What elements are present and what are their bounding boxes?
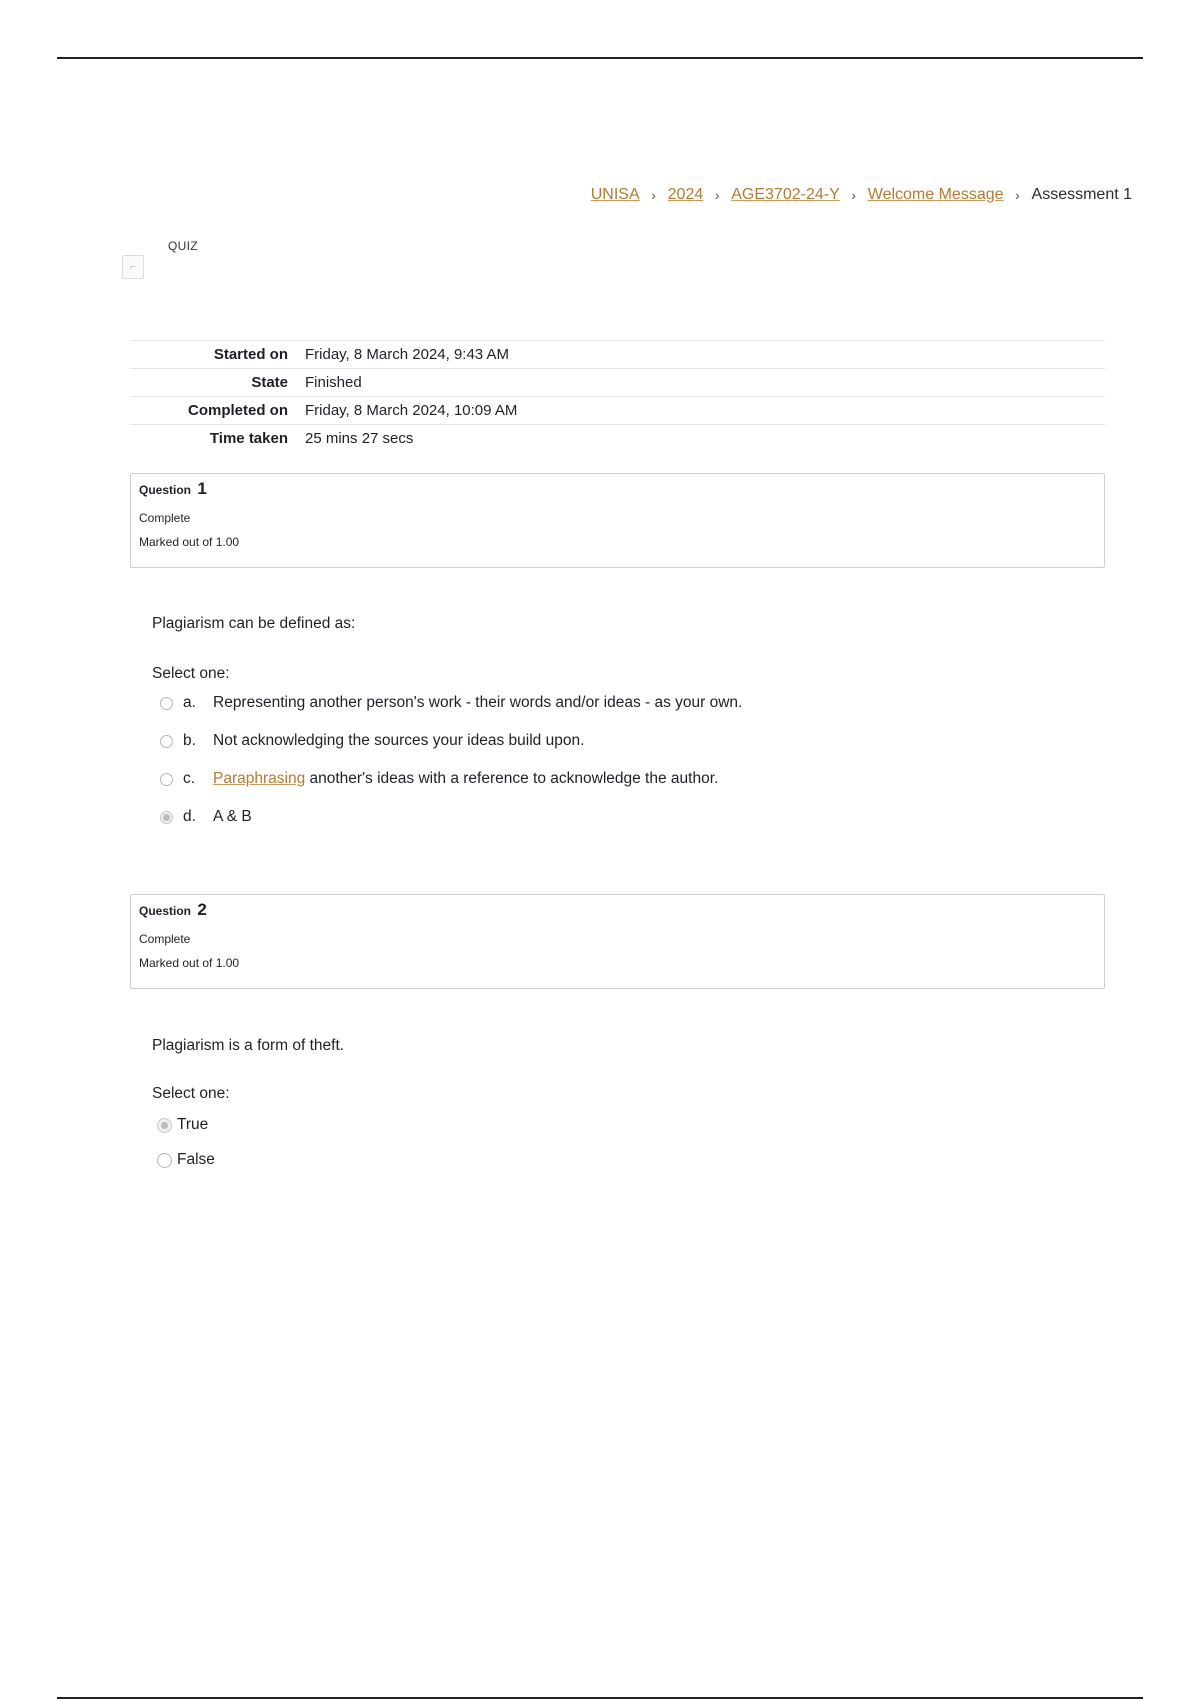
chevron-right-icon: › <box>714 187 720 203</box>
radio-button[interactable] <box>157 1153 172 1168</box>
radio-button[interactable] <box>160 697 173 710</box>
question-number-line <box>139 900 1096 924</box>
chevron-right-icon: › <box>1015 187 1020 203</box>
option-text-rest: another's ideas with a reference to acknowledge the author. <box>305 770 719 787</box>
summary-value: Finished <box>305 374 362 391</box>
question-state: Complete <box>139 932 191 946</box>
quiz-icon: ⌐ <box>122 255 144 279</box>
summary-value: Friday, 8 March 2024, 10:09 AM <box>305 402 518 419</box>
question-number: 1 <box>197 479 207 498</box>
answer-option-a[interactable] <box>160 694 742 712</box>
page-bottom-rule <box>57 1697 1143 1699</box>
option-text: Representing another person's work - their words and/or ideas - as your own. <box>213 694 743 711</box>
radio-button-selected[interactable] <box>157 1118 172 1133</box>
module-type-label: QUIZ <box>168 239 198 253</box>
radio-button[interactable] <box>160 773 173 786</box>
question-info-box <box>130 473 1105 568</box>
option-text: True <box>177 1116 209 1133</box>
summary-value: 25 mins 27 secs <box>305 430 414 448</box>
breadcrumb-link-section[interactable]: Welcome Message <box>867 186 1004 203</box>
question-info-box <box>130 894 1105 989</box>
answer-option-c[interactable] <box>160 770 718 788</box>
summary-label: State <box>251 374 288 391</box>
answer-option-b[interactable] <box>160 732 584 750</box>
option-text: Not acknowledging the sources your ideas build upon. <box>213 732 585 749</box>
summary-row-started <box>130 341 1105 369</box>
question-word: Question <box>139 483 192 497</box>
breadcrumb-link-course[interactable]: AGE3702-24-Y <box>731 186 840 203</box>
question-number: 2 <box>197 900 207 919</box>
summary-row-completed <box>130 397 1105 425</box>
breadcrumb <box>591 186 1132 204</box>
summary-value: Friday, 8 March 2024, 9:43 AM <box>305 346 509 363</box>
select-one-prompt: Select one: <box>152 665 230 682</box>
summary-row-time-taken <box>130 425 1105 453</box>
chevron-right-icon: › <box>851 187 857 203</box>
answer-option-true[interactable] <box>157 1116 208 1134</box>
page-top-rule <box>57 57 1143 59</box>
question-grade: Marked out of 1.00 <box>139 956 240 970</box>
summary-row-state <box>130 369 1105 397</box>
answer-option-false[interactable] <box>157 1151 215 1169</box>
question-text: Plagiarism is a form of theft. <box>152 1037 345 1054</box>
summary-label: Completed on <box>188 402 288 419</box>
answer-option-d[interactable] <box>160 808 252 826</box>
radio-button[interactable] <box>160 735 173 748</box>
summary-label: Started on <box>213 346 288 363</box>
option-text: False <box>177 1151 215 1168</box>
question-number-line <box>139 479 1096 503</box>
breadcrumb-link-year[interactable]: 2024 <box>667 186 704 203</box>
option-letter: d. <box>183 808 196 825</box>
radio-button-selected[interactable] <box>160 811 173 824</box>
summary-label: Time taken <box>209 430 288 448</box>
option-letter: a. <box>183 694 196 711</box>
question-text: Plagiarism can be defined as: <box>152 615 356 632</box>
select-one-prompt: Select one: <box>152 1085 230 1102</box>
breadcrumb-current: Assessment 1 <box>1031 186 1132 203</box>
option-text <box>213 770 718 788</box>
question-grade: Marked out of 1.00 <box>139 535 240 549</box>
question-word: Question <box>139 904 192 918</box>
option-letter: b. <box>183 732 196 749</box>
option-text: A & B <box>213 808 252 825</box>
attempt-summary-table <box>130 340 1105 453</box>
breadcrumb-link-unisa[interactable]: UNISA <box>590 186 640 203</box>
chevron-right-icon: › <box>651 187 656 203</box>
question-state: Complete <box>139 511 191 525</box>
glossary-link-paraphrasing[interactable]: Paraphrasing <box>213 770 306 787</box>
option-letter: c. <box>183 770 196 787</box>
